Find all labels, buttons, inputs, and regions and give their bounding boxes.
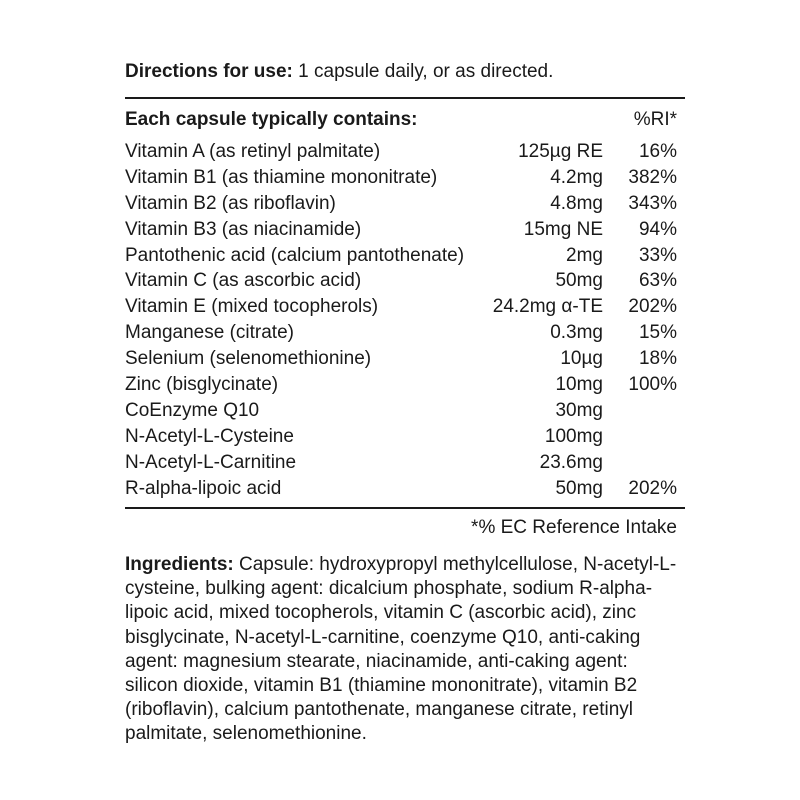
divider-bottom bbox=[125, 507, 685, 509]
nutrient-name: Selenium (selenomethionine) bbox=[125, 348, 372, 370]
nutrient-amount: 0.3mg bbox=[550, 322, 603, 344]
nutrient-amount: 50mg bbox=[555, 477, 603, 499]
table-header bbox=[125, 108, 685, 132]
table-row bbox=[125, 320, 685, 346]
ingredients-line: cysteine, bulking agent: dicalcium phosphate, sodium R-alpha- bbox=[125, 578, 653, 600]
nutrient-amount: 23.6mg bbox=[539, 451, 603, 473]
nutrient-ri: 343% bbox=[628, 192, 677, 214]
table-row bbox=[125, 165, 685, 191]
nutrient-name: N-Acetyl-L-Cysteine bbox=[125, 425, 294, 447]
ingredients-line: bisglycinate, N-acetyl-L-carnitine, coenzyme Q10, anti-caking bbox=[125, 626, 641, 648]
nutrient-amount: 2mg bbox=[566, 244, 603, 266]
nutrient-ri: 202% bbox=[628, 477, 677, 499]
nutrient-amount: 15mg NE bbox=[523, 218, 603, 240]
nutrition-label bbox=[125, 0, 685, 800]
nutrient-ri: 18% bbox=[638, 348, 677, 370]
table-row bbox=[125, 294, 685, 320]
nutrient-table bbox=[125, 139, 685, 501]
nutrient-name: CoEnzyme Q10 bbox=[125, 399, 260, 421]
ingredients-line bbox=[125, 553, 691, 577]
nutrient-name: Vitamin B2 (as riboflavin) bbox=[125, 192, 336, 214]
nutrient-ri: 15% bbox=[638, 322, 677, 344]
nutrient-name: Zinc (bisglycinate) bbox=[125, 374, 279, 396]
nutrient-name: Manganese (citrate) bbox=[125, 322, 294, 344]
nutrient-amount: 10µg bbox=[560, 348, 603, 370]
directions-heading: Directions for use: bbox=[125, 61, 293, 82]
nutrient-amount: 50mg bbox=[555, 270, 603, 292]
nutrient-ri: 202% bbox=[628, 296, 677, 318]
nutrient-ri: 63% bbox=[638, 270, 677, 292]
nutrient-ri: 94% bbox=[638, 218, 677, 240]
table-row bbox=[125, 217, 685, 243]
table-row bbox=[125, 191, 685, 217]
nutrient-name: Vitamin B1 (as thiamine mononitrate) bbox=[125, 166, 438, 188]
divider-top bbox=[125, 97, 685, 99]
nutrient-amount: 4.8mg bbox=[550, 192, 603, 214]
nutrient-name: Pantothenic acid (calcium pantothenate) bbox=[125, 244, 465, 266]
nutrient-amount: 10mg bbox=[555, 374, 603, 396]
table-row bbox=[125, 398, 685, 424]
nutrient-amount: 125µg RE bbox=[518, 141, 603, 162]
nutrient-ri: 16% bbox=[638, 141, 677, 162]
ingredients-line: agent: magnesium stearate, niacinamide, anti-caking agent: bbox=[125, 650, 628, 672]
reference-intake-footnote: *% EC Reference Intake bbox=[471, 517, 677, 538]
table-row bbox=[125, 243, 685, 269]
nutrient-name: N-Acetyl-L-Carnitine bbox=[125, 451, 297, 473]
ingredients-line: lipoic acid, mixed tocopherols, vitamin C (ascorbic acid), zinc bbox=[125, 602, 637, 624]
table-row bbox=[125, 476, 685, 502]
ingredients-line: (riboflavin), calcium pantothenate, manganese citrate, retinyl bbox=[125, 699, 633, 721]
ri-column-header: %RI* bbox=[633, 109, 677, 130]
table-row bbox=[125, 424, 685, 450]
table-row bbox=[125, 268, 685, 294]
table-row bbox=[125, 450, 685, 476]
nutrient-amount: 24.2mg α-TE bbox=[492, 296, 603, 318]
ingredients-text: Capsule: hydroxypropyl methylcellulose, N-acetyl-L- bbox=[233, 554, 677, 575]
directions-text: 1 capsule daily, or as directed. bbox=[292, 61, 554, 82]
nutrient-amount: 4.2mg bbox=[550, 166, 603, 188]
nutrient-name: Vitamin E (mixed tocopherols) bbox=[125, 296, 379, 318]
nutrient-name: R-alpha-lipoic acid bbox=[125, 477, 282, 499]
nutrient-amount: 30mg bbox=[555, 399, 603, 421]
directions-for-use bbox=[125, 60, 553, 84]
nutrient-ri: 33% bbox=[638, 244, 677, 266]
ingredients-block bbox=[125, 553, 691, 747]
table-row bbox=[125, 372, 685, 398]
nutrient-name: Vitamin B3 (as niacinamide) bbox=[125, 218, 362, 240]
table-row bbox=[125, 139, 685, 165]
nutrient-ri: 382% bbox=[628, 166, 677, 188]
nutrient-amount: 100mg bbox=[544, 425, 603, 447]
ingredients-heading: Ingredients: bbox=[125, 554, 234, 575]
nutrient-name: Vitamin A (as retinyl palmitate) bbox=[125, 141, 381, 162]
nutrient-ri: 100% bbox=[628, 374, 677, 396]
ingredients-line: silicon dioxide, vitamin B1 (thiamine mononitrate), vitamin B2 bbox=[125, 675, 638, 697]
ingredients-line: palmitate, selenomethionine. bbox=[125, 723, 367, 745]
table-title: Each capsule typically contains: bbox=[125, 109, 418, 130]
table-row bbox=[125, 346, 685, 372]
nutrient-name: Vitamin C (as ascorbic acid) bbox=[125, 270, 362, 292]
